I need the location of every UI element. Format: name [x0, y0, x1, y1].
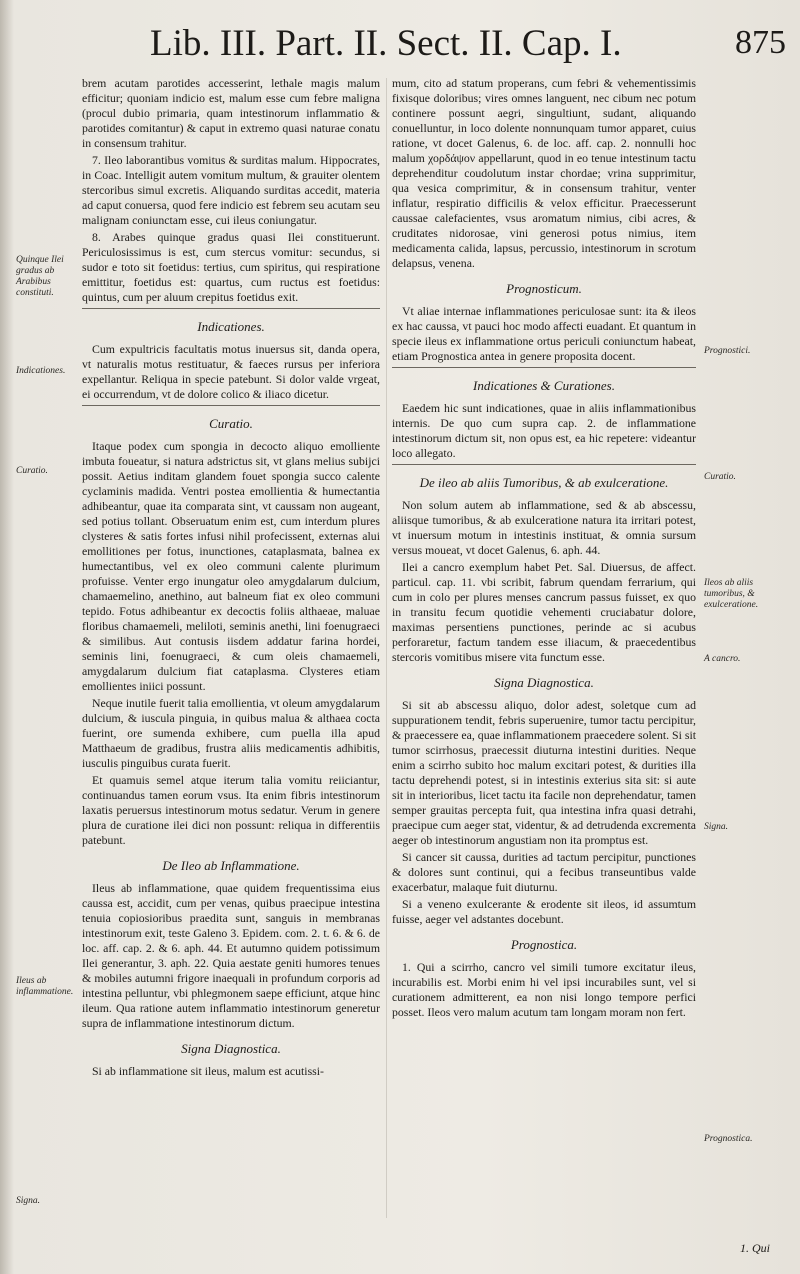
- paragraph: mum, cito ad statum properans, cum febri & vehementissimis fixisque doloribus; vires omnes languent, nec cibum nec potum continere possunt aegri, singultiunt, sudant, aliquando conuelluntur, in loco dolente nonnunquam tumor apparet, cuius ratione, vt docet Galenus, 6. de loc. aff. cap. 2. nonnulli hoc malum χορδάψον appellarunt, quod in eo tenue intestinum tactu deprehenditur coudolutum instar chordae; vrina supprimitur, qua vesica comprimitur, & in consensum trahitur, venter inflatur, respiratio difficilis & velox efficitur. Praecesserunt caussae calefacientes, vsus aromatum nimius, cibi acres, & cruditates nidorosae, vini generosi potus nimius, item medicamenta calida, lapsus, percussio, intestinorum in scrotum delapsus, venena.: [392, 76, 696, 270]
- section-heading: Prognosticum.: [506, 281, 582, 296]
- section-rule: [82, 405, 380, 406]
- margin-note: Indicationes.: [16, 366, 66, 376]
- paragraph: 7. Ileo laborantibus vomitus & surditas malum. Hippocrates, in Coac. Intelligit autem vomitum multum, & grauiter olentem stercoribus simul excretis. Aliquando surditas accedit, materia ad caput conuersa, quod fere indicio est febrem seu acutam seu malignam coniunctam esse, cui ileus coniungatur.: [82, 153, 380, 227]
- margin-note: Quinque Ilei gradus ab Arabibus constituti.: [16, 255, 64, 298]
- section-heading: De ileo ab aliis Tumoribus, & ab exulceratione.: [419, 475, 669, 490]
- section-rule: [392, 367, 696, 368]
- right-column: [392, 76, 696, 1022]
- section-heading: Signa Diagnostica.: [181, 1041, 281, 1056]
- running-title: Lib. III. Part. II. Sect. II. Cap. I.: [150, 23, 622, 64]
- paragraph: Ileus ab inflammatione, quae quidem frequentissima eius caussa est, accidit, cum per venas, quibus praecipue intestina tenuia copiosioribus praedita sunt, sanguis in membranas intestinorum exit, teste Galeno 3. Epidem. com. 2. t. 6. & 6. de loc. aff. cap. 2. & 6. aph. 44. Et autumno quidem potissimum Ilei generantur, 3. aph. 22. Quia aestate geniti humores tenues & mobiles autumni frigore inaequali in profundum corporis ad intestina pelluntur, vbi phlegmonem saepe efficiunt, atque hinc ileum. Qua ratione autem inflammatio intestinorum generetur supra de inflammatione intestinorum dictum.: [82, 881, 380, 1030]
- margin-note: Signa.: [704, 822, 729, 832]
- paragraph: Si ab inflammatione sit ileus, malum est acutissi-: [92, 1064, 324, 1078]
- section-heading: Curatio.: [209, 416, 253, 431]
- paragraph: Ilei a cancro exemplum habet Pet. Sal. Diuersus, de affect. particul. cap. 11. vbi scribit, fabrum quendam ferrarium, qui cum in colo per plures menses cancrum passus fuisset, ex quo in transitu fecum quotidie vehementi cruciabatur dolore, maximas persentiens punctiones, perinde ac si acubus perforaretur, factum tandem esse iliacum, & praecedentibus stercoris vomitibus misere vita functum esse.: [392, 560, 696, 664]
- paragraph: Non solum autem ab inflammatione, sed & ab abscessu, aliisque tumoribus, & ab exulceratione natura ita irritari potest, vt inuersum motum in intestinis instituat, & omnia sursum versus moueat, vt docet Galenus, 6. aph. 44.: [392, 498, 696, 557]
- section-rule: [82, 308, 380, 309]
- paragraph: Si cancer sit caussa, durities ad tactum percipitur, punctiones & dolores sunt continui, qui a fecibus transeuntibus valde exacerbatur, malaque fuit diuturnu.: [392, 850, 696, 894]
- left-column: [82, 76, 380, 1081]
- column-gutter: [386, 78, 387, 1218]
- margin-note: Prognostica.: [704, 1134, 753, 1144]
- margin-note: Curatio.: [16, 466, 48, 476]
- page-header: [150, 22, 790, 72]
- section-rule: [392, 464, 696, 465]
- catchword: 1. Qui: [740, 1241, 770, 1255]
- paragraph: brem acutam parotides accesserint, lethale magis malum efficitur; quoniam indicio est, malum esse cum febre maligna (procul dubio primaria, quam intestinorum inflammatio & parotides comitantur) & caput in extremo quasi naturae conatu in consensum trahitur.: [82, 76, 380, 150]
- paragraph: Et quamuis semel atque iterum talia vomitu reiiciantur, continuandus tamen eorum vsus. Ita enim fibris intestinorum laxatis peruersus intestinorum motus sedatur. Verum in genere plura de curatione ilei dici non possunt: reliqua in differentiis patebunt.: [82, 773, 380, 847]
- paragraph: Itaque podex cum spongia in decocto aliquo emolliente imbuta foueatur, si natura adstrictus sit, vt glans melius subijci possit. Aetius inditam glandem fouet spongia succo calente cyclaminis madida. Ventri postea emollientia & humectantia adhibeantur, quae ita comparata sint, vt caussam non augeant, sed potius tollant. Obseruatum enim est, cum interdum plures clysteres & satis fortes infusi nihil profecissent, externas alui emollitiones per fotus, inunctiones, cataplasmata, balnea ex humectantibus, vel ex oleo communi calente plurimum profuisse. Venter ergo inungatur oleo amygdalarum dulcium, chamaemelino, anethino, aut balneum fiat ex oleo communi tepido. Fotus adhibeantur ex decoctis foliis althaeae, maluae floribus chamaemeli, meliloti, seminis anethi, lini foenugraeci & similibus. Aut contusis iisdem addatur farina hordei, seminis lini, foenugraeci, & cum oleis chamaemeli, amygdalarum dulcium fiat cataplasma. Clysteres etiam emollientes iniici possunt.: [82, 439, 380, 693]
- section-heading: Signa Diagnostica.: [494, 675, 594, 690]
- margin-note: A cancro.: [704, 654, 741, 664]
- page-number: 875: [735, 24, 786, 61]
- margin-note: Ileus ab inflammatione.: [16, 976, 74, 997]
- section-heading: Prognostica.: [510, 937, 578, 952]
- paragraph: Si a veneno exulcerante & erodente sit ileos, id assumtum fuisse, aeger vel adstantes docebunt.: [392, 897, 696, 926]
- paragraph: Neque inutile fuerit talia emollientia, vt oleum amygdalarum dulcium, & iuscula pinguia, in quibus malua & althaea cocta fuerint, ore sumenda exhibere, cum puella illa apud Matthaeum de gradibus, frustra aliis medicamentis adhibitis, iusculis pinguibus curata fuerit.: [82, 696, 380, 770]
- margin-note: Ileos ab aliis tumoribus, & exulceratione.: [704, 578, 759, 610]
- paragraph: 8. Arabes quinque gradus quasi Ilei constituerunt. Periculosissimus is est, cum stercus vomitur: secundus, si sudor e toto sit foetidus: tertius, cum spiritus, qui respiratione emittitur, foetidus est: quartus, cum ructus est foetidus: quintus, cum per aluum crepitus foetidus exit.: [82, 230, 380, 304]
- section-heading: Indicationes.: [197, 319, 265, 334]
- margin-note: Signa.: [16, 1196, 41, 1206]
- section-heading: Indicationes & Curationes.: [473, 378, 615, 393]
- paragraph: Cum expultricis facultatis motus inuersus sit, danda opera, vt naturalis motus restituatur, & faeces rursus per inferiora expellantur. Reliqua in specie patebunt. Si dolor valde vrgeat, ei occurrendum, vt de dolore colico & iliaco dicetur.: [82, 342, 380, 401]
- margin-note: Curatio.: [704, 472, 736, 482]
- paragraph: Eaedem hic sunt indicationes, quae in aliis inflammationibus internis. De quo cum supra cap. 2. de inflammatione intestinorum dictum sit, non opus est, ea hic repetere: videantur loco allegato.: [392, 401, 696, 460]
- margin-note: Prognostici.: [704, 346, 751, 356]
- section-heading: De Ileo ab Inflammatione.: [162, 858, 300, 873]
- paragraph: 1. Qui a scirrho, cancro vel simili tumore excitatur ileus, incurabilis est. Morbi enim hi vel ipsi incurabiles sunt, vel si curationem admitterent, ea non nisi longo tempore perfici posset. Ileos vero malum acutum tam longam moram non fert.: [392, 960, 696, 1019]
- paragraph: Si sit ab abscessu aliquo, dolor adest, soletque cum ad suppurationem tendit, febris superuenire, tumor tactu percipitur, & praecessere ea, quae inflammationem praecedere solent. Si sit tumor scirrhosus, praecessit diuturna intestini durities. Neque enim a scirrho subito hoc malum excitari potest, & durities illa tactu deprehendi potest, si in intestinis exterius sita sit: si aute sit in interioribus, licet tactu ita facile non deprehendatur, tamen semper grauitas percepta fuit, qua intestina infra quasi detrahi, praecipue cum aeger stat, videntur, & ad detrudenda excrementa aeger ob intestinorum angustiam non ita promptus est.: [392, 698, 696, 847]
- paragraph: Vt aliae internae inflammationes periculosae sunt: ita & ileos ex hac caussa, vt pauci hoc modo affecti euadant. Et quantum in specie ileus ex inflammatione ortus periculi coniunctum habeat, etiam Prognostica antea in genere proposita docent.: [392, 304, 696, 363]
